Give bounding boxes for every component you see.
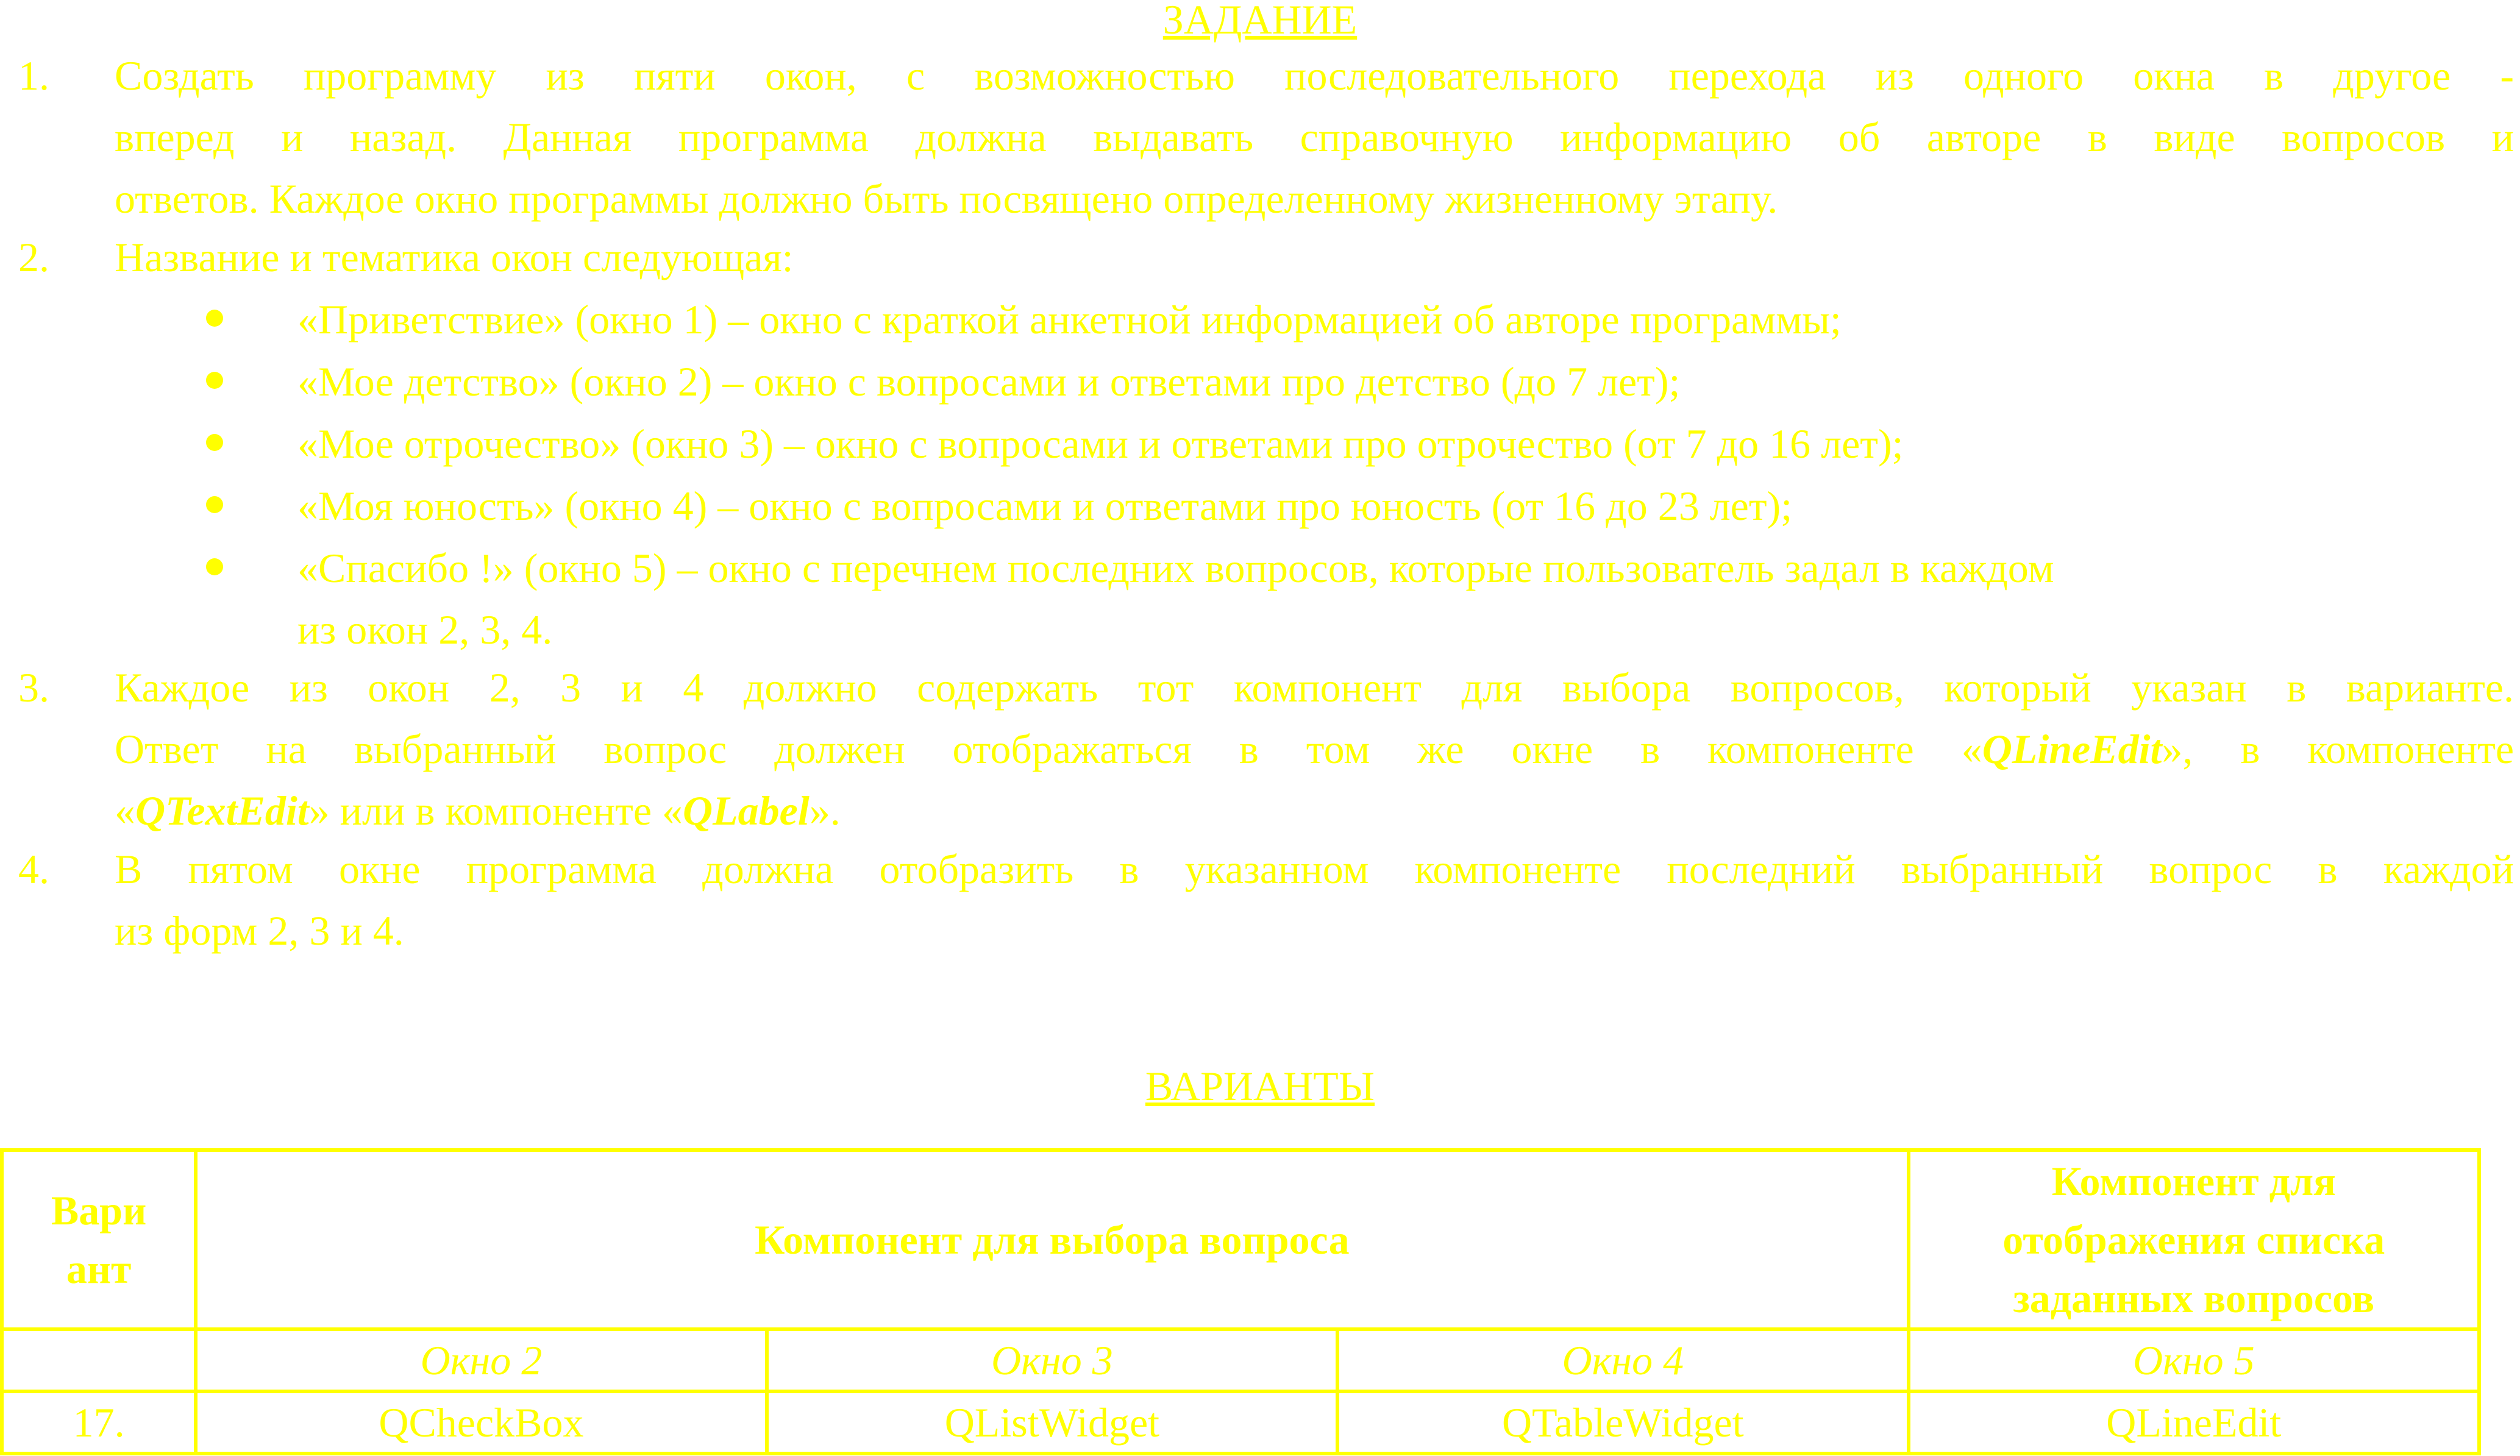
table-cell: Окно 5 bbox=[1909, 1329, 2479, 1391]
bullet-dot-icon bbox=[206, 434, 223, 451]
bullet-text: «Приветствие» (окно 1) – окно с краткой анкетной информацией об авторе программы; bbox=[297, 296, 1842, 343]
item-text-fragment: ». bbox=[809, 787, 841, 834]
item-text bbox=[115, 657, 2514, 842]
item-line: В пятом окне программа должна отобразить в указанном компоненте последний выбранный вопрос в каждой bbox=[115, 846, 2514, 892]
table-row bbox=[2, 1391, 2479, 1454]
item-text-fragment: », в компоненте bbox=[2162, 726, 2514, 772]
table-cell: QLineEdit bbox=[1909, 1391, 2479, 1454]
header-text: Компонент для bbox=[2051, 1158, 2336, 1204]
table-cell: QCheckBox bbox=[196, 1391, 766, 1454]
bullet-text bbox=[297, 538, 2492, 661]
table-cell: Окно 2 bbox=[196, 1329, 766, 1391]
item-text bbox=[115, 839, 2514, 962]
bullet-dot-icon bbox=[206, 496, 223, 513]
bullet-dot-icon bbox=[206, 372, 223, 389]
bullet-dot-icon bbox=[206, 310, 223, 327]
item-line: Название и тематика окон следующая: bbox=[115, 234, 794, 280]
component-name: QLineEdit bbox=[1982, 726, 2162, 772]
table-cell: Окно 3 bbox=[767, 1329, 1337, 1391]
component-name: QLabel bbox=[683, 787, 810, 834]
table-cell: QTableWidget bbox=[1337, 1391, 1908, 1454]
table-cell: QListWidget bbox=[767, 1391, 1337, 1454]
component-name: QTextEdit bbox=[135, 787, 309, 834]
table-cell bbox=[2, 1329, 196, 1391]
header-cell-choose-component: Компонент для выбора вопроса bbox=[196, 1150, 1908, 1329]
item-text-fragment: « bbox=[115, 787, 135, 834]
table-cell: Окно 4 bbox=[1337, 1329, 1908, 1391]
header-text: Вари bbox=[51, 1187, 147, 1234]
bullet-line: «Спасибо !» (окно 5) – окно с перечнем последних вопросов, которые пользователь задал в каждом bbox=[297, 545, 2054, 591]
item-line bbox=[115, 719, 2514, 780]
item-number: 1. bbox=[18, 52, 49, 99]
item-number: 4. bbox=[18, 846, 49, 892]
bullet-dot-icon bbox=[206, 558, 223, 575]
bullet-line: из окон 2, 3, 4. bbox=[297, 606, 553, 653]
item-text-fragment: » или в компоненте « bbox=[308, 787, 683, 834]
item-line: Каждое из окон 2, 3 и 4 должно содержать тот компонент для выбора вопросов, который указан в варианте. bbox=[115, 664, 2514, 711]
header-cell-variant bbox=[2, 1150, 196, 1329]
item-line: из форм 2, 3 и 4. bbox=[115, 907, 404, 954]
table-header-row bbox=[2, 1150, 2479, 1329]
item-text bbox=[115, 45, 2514, 230]
header-text: ант bbox=[66, 1246, 132, 1292]
bullet-text: «Мое отрочество» (окно 3) – окно с вопросами и ответами про отрочество (от 7 до 16 лет); bbox=[297, 421, 1904, 467]
header-text: заданных вопросов bbox=[2013, 1275, 2375, 1321]
variants-table bbox=[0, 1148, 2481, 1455]
bullet-text: «Мое детство» (окно 2) – окно с вопросами и ответами про детство (до 7 лет); bbox=[297, 358, 1681, 405]
header-cell-display-component bbox=[1909, 1150, 2479, 1329]
header-text: отображения списка bbox=[2002, 1216, 2385, 1263]
item-line: Создать программу из пяти окон, с возможностью последовательного перехода из одного окна в другое - bbox=[115, 52, 2514, 99]
table-window-row bbox=[2, 1329, 2479, 1391]
task-heading: ЗАДАНИЕ bbox=[1162, 0, 1358, 43]
item-number: 2. bbox=[18, 234, 49, 280]
item-line: вперед и назад. Данная программа должна выдавать справочную информацию об авторе в виде вопросов и bbox=[115, 114, 2514, 160]
item-text bbox=[115, 227, 2514, 288]
item-text-fragment: Ответ на выбранный вопрос должен отображаться в том же окне в компоненте « bbox=[115, 726, 1982, 772]
variants-heading: ВАРИАНТЫ bbox=[1145, 1063, 1375, 1109]
item-line: ответов. Каждое окно программы должно быть посвящено определенному жизненному этапу. bbox=[115, 176, 1778, 222]
item-number: 3. bbox=[18, 664, 49, 711]
bullet-text: «Моя юность» (окно 4) – окно с вопросами и ответами про юность (от 16 до 23 лет); bbox=[297, 483, 1793, 529]
item-line bbox=[115, 780, 2514, 842]
table-cell: 17. bbox=[2, 1391, 196, 1454]
